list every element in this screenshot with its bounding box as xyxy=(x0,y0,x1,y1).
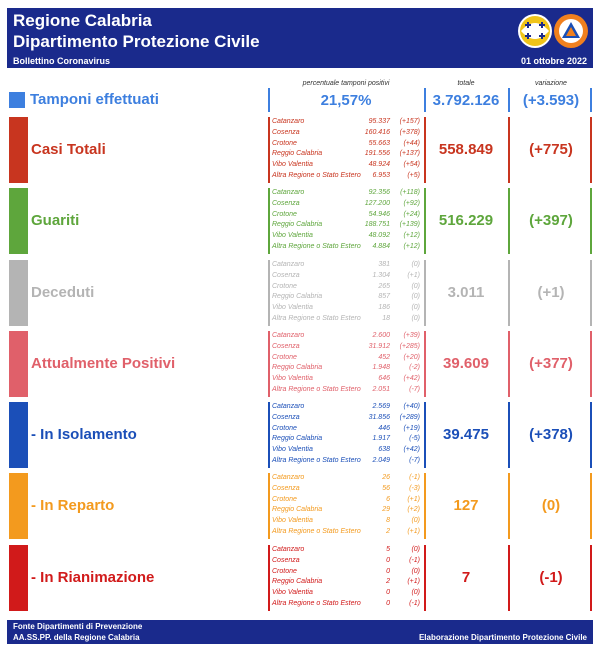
province-value: 18 xyxy=(382,314,390,322)
guariti-color-bar xyxy=(9,188,28,254)
attualmente-positivi-divider xyxy=(424,331,426,397)
province-name: Cosenza xyxy=(272,556,300,564)
tamponi-divider xyxy=(424,88,426,112)
province-value: 127.200 xyxy=(364,199,390,207)
province-value: 8 xyxy=(386,517,390,525)
bulletin-bar xyxy=(7,55,593,68)
province-name: Catanzaro xyxy=(272,474,305,481)
province-row xyxy=(272,496,420,507)
province-value: 0 xyxy=(386,556,390,564)
in-isolamento-divider xyxy=(508,402,510,468)
in-rianimazione-divider xyxy=(590,545,592,611)
province-name: Vibo Valentia xyxy=(272,375,313,383)
province-value: 48.924 xyxy=(368,161,390,169)
province-row xyxy=(272,546,420,557)
in-reparto-color-bar xyxy=(9,473,28,539)
province-delta: (0) xyxy=(411,282,420,290)
province-delta: (+12) xyxy=(403,242,420,250)
province-value: 446 xyxy=(378,424,390,432)
province-delta: (0) xyxy=(411,314,420,322)
province-row xyxy=(272,161,420,172)
in-reparto-change: (0) xyxy=(541,497,561,514)
province-row xyxy=(272,403,420,414)
in-isolamento-divider xyxy=(590,402,592,468)
province-name: Cosenza xyxy=(272,484,300,492)
province-value: 1.917 xyxy=(372,435,390,443)
province-value: 381 xyxy=(378,261,390,268)
province-name: Vibo Valentia xyxy=(272,232,313,240)
province-name: Reggio Calabria xyxy=(272,578,323,586)
province-row xyxy=(272,485,420,496)
column-header-change: variazione xyxy=(535,80,567,87)
deceduti-divider xyxy=(590,260,592,326)
deceduti-total: 3.011 xyxy=(447,284,485,301)
in-rianimazione-color-bar xyxy=(9,545,28,611)
province-name: Crotone xyxy=(272,282,297,290)
tamponi-marker xyxy=(9,92,25,108)
province-delta: (+2) xyxy=(407,506,420,514)
province-value: 2.049 xyxy=(372,456,390,464)
province-value: 265 xyxy=(378,282,390,290)
province-row xyxy=(272,283,420,294)
department-title: Dipartimento Protezione Civile xyxy=(13,32,260,51)
province-name: Altra Regione o Stato Estero xyxy=(272,599,361,607)
province-value: 191.556 xyxy=(364,150,390,158)
province-delta: (+1) xyxy=(407,527,420,535)
province-value: 55.663 xyxy=(368,139,390,147)
province-value: 6.953 xyxy=(372,171,390,179)
province-value: 2 xyxy=(386,578,390,586)
province-row xyxy=(272,578,420,589)
in-rianimazione-label: - In Rianimazione xyxy=(31,569,155,586)
province-delta: (+1) xyxy=(407,271,420,279)
tamponi-change: (+3.593) xyxy=(522,92,580,109)
province-value: 186 xyxy=(378,304,390,312)
province-name: Cosenza xyxy=(272,413,300,421)
footer-banner xyxy=(7,620,593,644)
province-name: Altra Regione o Stato Estero xyxy=(272,385,361,393)
province-name: Reggio Calabria xyxy=(272,506,323,514)
province-row xyxy=(272,354,420,365)
province-name: Altra Regione o Stato Estero xyxy=(272,242,361,250)
province-value: 646 xyxy=(378,375,390,383)
bulletin-date: 01 ottobre 2022 xyxy=(520,56,587,66)
casi-totali-total: 558.849 xyxy=(438,141,494,158)
in-reparto-divider xyxy=(508,473,510,539)
in-isolamento-change: (+378) xyxy=(529,426,573,443)
province-name: Vibo Valentia xyxy=(272,517,313,525)
province-value: 31.856 xyxy=(368,413,390,421)
casi-totali-divider xyxy=(424,117,426,183)
casi-totali-divider xyxy=(590,117,592,183)
province-delta: (+1) xyxy=(407,495,420,503)
province-value: 2.600 xyxy=(372,332,390,339)
province-name: Catanzaro xyxy=(272,261,305,268)
province-row xyxy=(272,232,420,243)
province-delta: (-2) xyxy=(409,364,420,372)
province-row xyxy=(272,557,420,568)
province-row xyxy=(272,506,420,517)
column-header-percentage: percentuale tamponi positivi xyxy=(302,80,390,87)
province-delta: (+285) xyxy=(399,342,420,350)
province-name: Cosenza xyxy=(272,342,300,350)
province-row xyxy=(272,272,420,283)
province-row xyxy=(272,589,420,600)
province-value: 26 xyxy=(382,474,390,481)
province-value: 92.356 xyxy=(368,189,390,196)
province-name: Cosenza xyxy=(272,199,300,207)
province-delta: (+42) xyxy=(403,446,420,454)
province-name: Vibo Valentia xyxy=(272,589,313,597)
column-header-total: totale xyxy=(457,80,475,87)
footer-source-org: AA.SS.PP. della Regione Calabria xyxy=(13,633,140,642)
province-delta: (0) xyxy=(411,304,420,312)
guariti-divider xyxy=(424,188,426,254)
province-row xyxy=(272,200,420,211)
province-row xyxy=(272,304,420,315)
province-name: Reggio Calabria xyxy=(272,293,323,301)
region-title: Regione Calabria xyxy=(13,11,152,30)
guariti-province-list xyxy=(272,189,420,254)
attualmente-positivi-label: Attualmente Positivi xyxy=(31,355,176,372)
in-isolamento-divider xyxy=(424,402,426,468)
province-value: 6 xyxy=(386,495,390,503)
province-row xyxy=(272,414,420,425)
province-name: Vibo Valentia xyxy=(272,304,313,312)
province-row xyxy=(272,140,420,151)
province-name: Cosenza xyxy=(272,128,300,136)
province-name: Reggio Calabria xyxy=(272,364,323,372)
province-name: Crotone xyxy=(272,353,297,361)
province-delta: (0) xyxy=(411,293,420,301)
province-value: 5 xyxy=(386,546,390,553)
in-reparto-province-list xyxy=(272,474,420,539)
province-row xyxy=(272,221,420,232)
in-reparto-label: - In Reparto xyxy=(31,497,115,514)
bulletin-label: Bollettino Coronavirus xyxy=(13,56,111,66)
province-name: Reggio Calabria xyxy=(272,435,323,443)
province-name: Altra Regione o Stato Estero xyxy=(272,171,361,179)
province-row xyxy=(272,189,420,200)
province-delta: (+157) xyxy=(399,118,420,125)
deceduti-divider xyxy=(424,260,426,326)
province-delta: (-7) xyxy=(409,385,420,393)
province-name: Catanzaro xyxy=(272,118,305,125)
protezione-civile-logo-icon xyxy=(553,11,589,51)
province-delta: (0) xyxy=(411,261,420,268)
attualmente-positivi-total: 39.609 xyxy=(443,355,489,372)
province-delta: (+54) xyxy=(403,161,420,169)
province-delta: (+12) xyxy=(403,232,420,240)
province-value: 29 xyxy=(382,506,390,514)
logos xyxy=(517,11,589,51)
in-rianimazione-change: (-1) xyxy=(539,569,563,586)
province-row xyxy=(272,332,420,343)
attualmente-positivi-color-bar xyxy=(9,331,28,397)
province-value: 0 xyxy=(386,589,390,597)
province-row xyxy=(272,457,420,468)
province-row xyxy=(272,446,420,457)
guariti-divider xyxy=(590,188,592,254)
province-row xyxy=(272,568,420,579)
province-row xyxy=(272,261,420,272)
province-name: Crotone xyxy=(272,424,297,432)
in-isolamento-province-list xyxy=(272,403,420,468)
province-value: 1.304 xyxy=(372,271,390,279)
province-name: Catanzaro xyxy=(272,546,305,553)
province-value: 2.569 xyxy=(372,403,390,410)
province-row xyxy=(272,343,420,354)
tamponi-divider xyxy=(508,88,510,112)
casi-totali-divider xyxy=(268,117,270,183)
province-name: Altra Regione o Stato Estero xyxy=(272,527,361,535)
province-row xyxy=(272,172,420,183)
province-row xyxy=(272,600,420,611)
province-row xyxy=(272,375,420,386)
province-delta: (-1) xyxy=(409,474,420,481)
province-delta: (0) xyxy=(411,589,420,597)
province-row xyxy=(272,364,420,375)
province-value: 2.051 xyxy=(372,385,390,393)
province-value: 48.092 xyxy=(368,232,390,240)
province-name: Crotone xyxy=(272,567,297,575)
attualmente-positivi-province-list xyxy=(272,332,420,397)
deceduti-province-list xyxy=(272,261,420,326)
province-delta: (-7) xyxy=(409,456,420,464)
province-row xyxy=(272,315,420,326)
province-value: 95.337 xyxy=(368,118,390,125)
in-isolamento-label: - In Isolamento xyxy=(31,426,137,443)
province-delta: (+378) xyxy=(399,128,420,136)
province-name: Catanzaro xyxy=(272,403,305,410)
province-delta: (+42) xyxy=(403,375,420,383)
province-delta: (+40) xyxy=(403,403,420,410)
province-delta: (+137) xyxy=(399,150,420,158)
province-delta: (+139) xyxy=(399,221,420,229)
in-rianimazione-divider xyxy=(508,545,510,611)
casi-totali-color-bar xyxy=(9,117,28,183)
province-row xyxy=(272,528,420,539)
province-value: 188.751 xyxy=(364,221,390,229)
province-name: Altra Regione o Stato Estero xyxy=(272,314,361,322)
tamponi-total: 3.792.126 xyxy=(432,92,500,109)
province-delta: (+44) xyxy=(403,139,420,147)
province-delta: (+92) xyxy=(403,199,420,207)
province-value: 54.946 xyxy=(368,210,390,218)
province-name: Crotone xyxy=(272,210,297,218)
in-rianimazione-divider xyxy=(424,545,426,611)
province-delta: (+19) xyxy=(403,424,420,432)
casi-totali-label: Casi Totali xyxy=(31,141,106,158)
province-name: Vibo Valentia xyxy=(272,446,313,454)
casi-totali-divider xyxy=(508,117,510,183)
guariti-label: Guariti xyxy=(31,212,80,229)
province-value: 0 xyxy=(386,599,390,607)
province-value: 4.884 xyxy=(372,242,390,250)
province-value: 160.416 xyxy=(364,128,390,136)
in-isolamento-color-bar xyxy=(9,402,28,468)
province-row xyxy=(272,211,420,222)
attualmente-positivi-change: (+377) xyxy=(529,355,573,372)
province-value: 1.948 xyxy=(372,364,390,372)
province-delta: (-3) xyxy=(409,484,420,492)
guariti-total: 516.229 xyxy=(438,212,494,229)
province-value: 56 xyxy=(382,484,390,492)
province-name: Altra Regione o Stato Estero xyxy=(272,456,361,464)
province-delta: (-1) xyxy=(409,556,420,564)
province-value: 638 xyxy=(378,446,390,454)
province-row xyxy=(272,425,420,436)
province-row xyxy=(272,293,420,304)
in-isolamento-divider xyxy=(268,402,270,468)
province-row xyxy=(272,435,420,446)
in-reparto-divider xyxy=(268,473,270,539)
tamponi-label: Tamponi effettuati xyxy=(30,91,159,108)
province-name: Vibo Valentia xyxy=(272,161,313,169)
in-reparto-divider xyxy=(424,473,426,539)
in-isolamento-total: 39.475 xyxy=(443,426,489,443)
in-rianimazione-divider xyxy=(268,545,270,611)
province-row xyxy=(272,517,420,528)
province-name: Catanzaro xyxy=(272,189,305,196)
province-delta: (+24) xyxy=(403,210,420,218)
province-row xyxy=(272,243,420,254)
province-value: 857 xyxy=(378,293,390,301)
province-value: 31.912 xyxy=(368,342,390,350)
province-value: 452 xyxy=(378,353,390,361)
guariti-change: (+397) xyxy=(529,212,573,229)
province-row xyxy=(272,118,420,129)
province-value: 0 xyxy=(386,567,390,575)
province-row xyxy=(272,474,420,485)
province-row xyxy=(272,150,420,161)
guariti-divider xyxy=(508,188,510,254)
header-banner xyxy=(7,8,593,55)
province-value: 2 xyxy=(386,527,390,535)
province-name: Crotone xyxy=(272,495,297,503)
province-name: Reggio Calabria xyxy=(272,221,323,229)
footer-source: Fonte Dipartimenti di Prevenzione xyxy=(13,622,143,631)
attualmente-positivi-divider xyxy=(508,331,510,397)
in-rianimazione-total: 7 xyxy=(461,569,471,586)
province-delta: (+20) xyxy=(403,353,420,361)
province-name: Cosenza xyxy=(272,271,300,279)
province-delta: (+289) xyxy=(399,413,420,421)
casi-totali-change: (+775) xyxy=(529,141,573,158)
in-rianimazione-province-list xyxy=(272,546,420,611)
attualmente-positivi-divider xyxy=(268,331,270,397)
province-delta: (-1) xyxy=(409,599,420,607)
deceduti-color-bar xyxy=(9,260,28,326)
province-delta: (+1) xyxy=(407,578,420,586)
footer-credit: Elaborazione Dipartimento Protezione Civile xyxy=(418,633,587,642)
casi-totali-province-list xyxy=(272,118,420,183)
tamponi-percentage: 21,57% xyxy=(320,92,372,109)
province-name: Reggio Calabria xyxy=(272,150,323,158)
tamponi-divider xyxy=(268,88,270,112)
province-delta: (+5) xyxy=(407,171,420,179)
province-delta: (+118) xyxy=(400,189,420,196)
province-delta: (0) xyxy=(411,567,420,575)
attualmente-positivi-divider xyxy=(590,331,592,397)
province-delta: (0) xyxy=(411,517,420,525)
deceduti-change: (+1) xyxy=(537,284,565,301)
province-name: Catanzaro xyxy=(272,332,305,339)
province-name: Crotone xyxy=(272,139,297,147)
province-row xyxy=(272,129,420,140)
province-delta: (+39) xyxy=(403,332,420,339)
regione-calabria-emblem-icon xyxy=(517,11,553,51)
in-reparto-total: 127 xyxy=(453,497,479,514)
tamponi-divider xyxy=(590,88,592,112)
province-row xyxy=(272,386,420,397)
deceduti-label: Deceduti xyxy=(31,284,95,301)
deceduti-divider xyxy=(508,260,510,326)
guariti-divider xyxy=(268,188,270,254)
in-reparto-divider xyxy=(590,473,592,539)
province-delta: (0) xyxy=(411,546,420,553)
deceduti-divider xyxy=(268,260,270,326)
province-delta: (-5) xyxy=(409,435,420,443)
